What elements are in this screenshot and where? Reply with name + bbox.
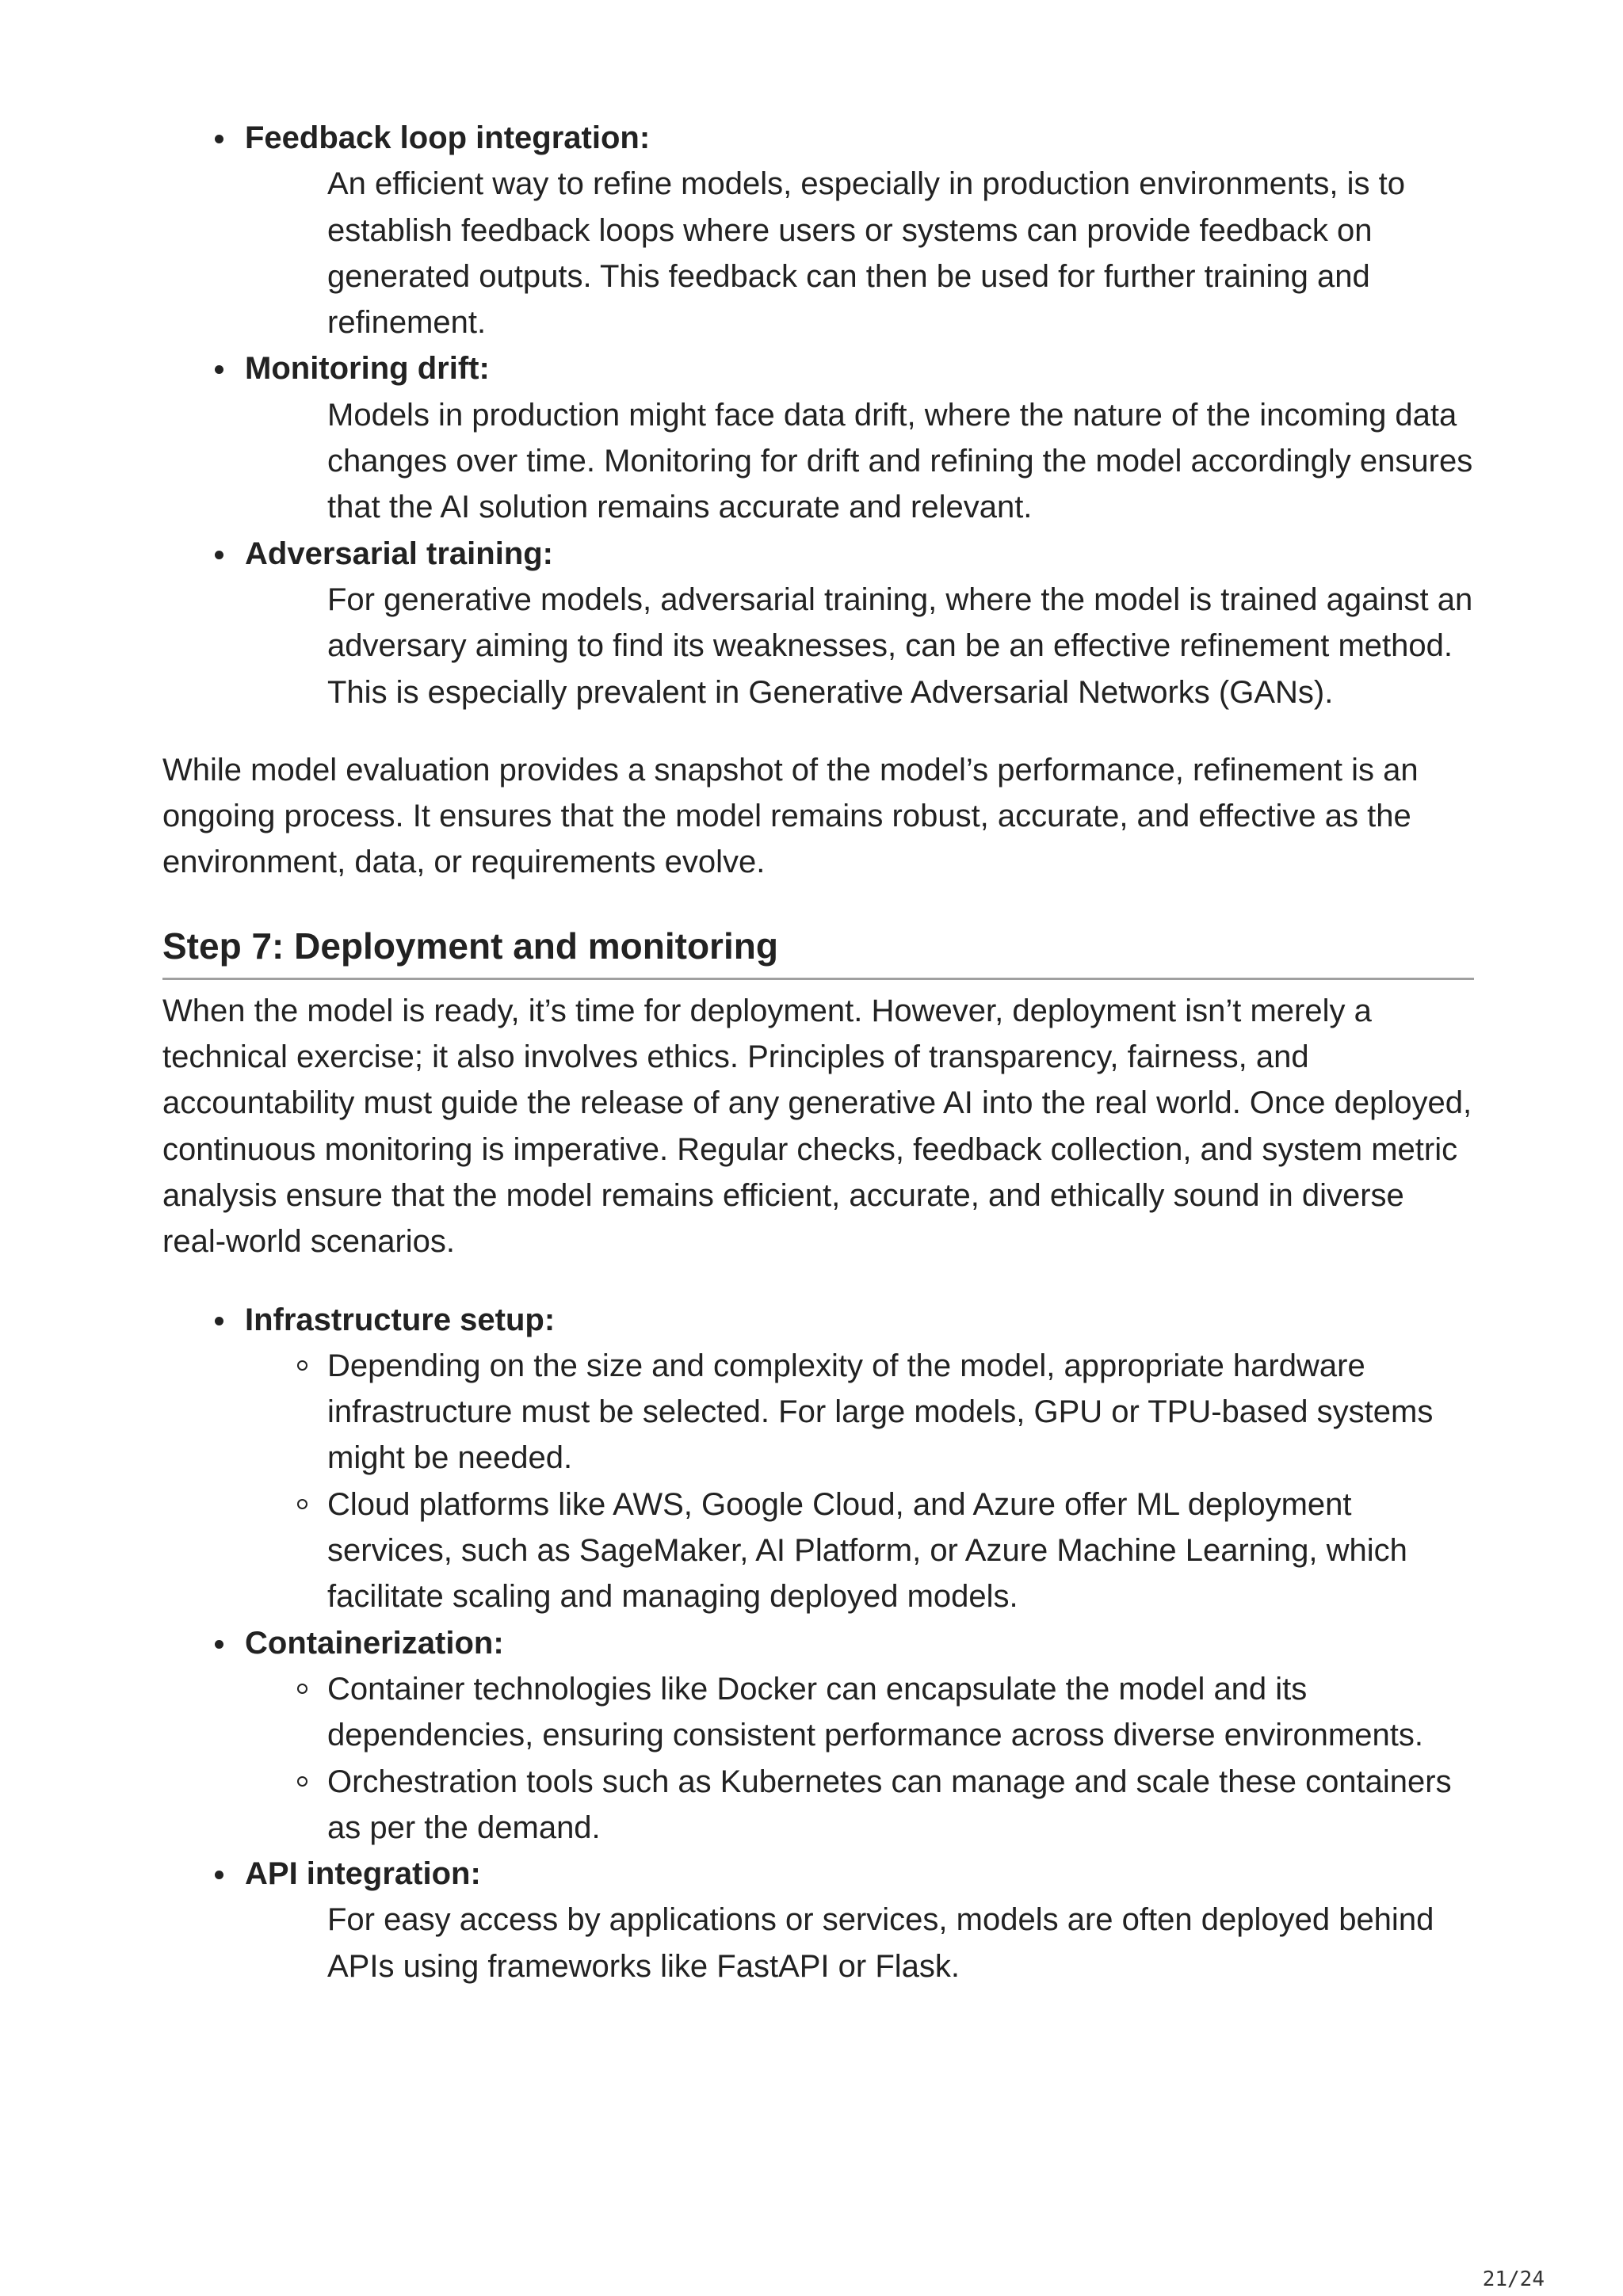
item-title: Containerization:	[245, 1625, 504, 1661]
sub-list	[245, 1666, 1474, 1851]
item-title: API integration:	[245, 1856, 481, 1892]
list-item	[245, 1297, 1474, 1620]
sub-list-item: Orchestration tools such as Kubernetes can manage and scale these containers as per the demand.	[327, 1759, 1474, 1852]
item-description: Models in production might face data drift, where the nature of the incoming data changes over time. Monitoring for drift and refining the model accordingly ensures that the AI solution remains accurate and relevant.	[327, 397, 1473, 525]
item-description: An efficient way to refine models, especially in production environments, is to establish feedback loops where users or systems can provide feedback on generated outputs. This feedback can then be used for further training and refinement.	[327, 166, 1405, 341]
sub-list-item: Container technologies like Docker can encapsulate the model and its dependencies, ensuring consistent performance across diverse environments.	[327, 1666, 1474, 1759]
refinement-summary-paragraph: While model evaluation provides a snapshot of the model’s performance, refinement is an ongoing process. It ensures that the model remains robust, accurate, and effective as the environment, data, or requirements evolve.	[162, 752, 1419, 880]
list-item	[245, 531, 1474, 715]
list-item	[245, 1620, 1474, 1851]
item-title: Infrastructure setup:	[245, 1302, 556, 1337]
list-item	[245, 115, 1474, 345]
sub-list	[245, 1343, 1474, 1620]
item-description: For generative models, adversarial training, where the model is trained against an adversary aiming to find its weaknesses, can be an effective refinement method. This is especially prevalent in Generative Adversarial Networks (GANs).	[327, 582, 1473, 710]
sub-list-item: Cloud platforms like AWS, Google Cloud, and Azure offer ML deployment services, such as SageMaker, AI Platform, or Azure Machine Learning, which facilitate scaling and managing deployed models.	[327, 1482, 1474, 1620]
sub-list-item: Depending on the size and complexity of the model, appropriate hardware infrastructure must be selected. For large models, GPU or TPU-based systems might be needed.	[327, 1343, 1474, 1482]
item-title: Feedback loop integration:	[245, 120, 651, 155]
section-heading: Step 7: Deployment and monitoring	[162, 922, 1474, 980]
item-title: Adversarial training:	[245, 536, 554, 571]
list-item	[245, 345, 1474, 530]
item-description: For easy access by applications or services, models are often deployed behind APIs using frameworks like FastAPI or Flask.	[327, 1902, 1434, 1984]
item-title: Monitoring drift:	[245, 351, 490, 387]
deployment-list	[162, 1297, 1474, 1989]
document-page	[162, 115, 1474, 1989]
page-number: 21/24	[1482, 2267, 1545, 2291]
deployment-intro-paragraph: When the model is ready, it’s time for deployment. However, deployment isn’t merely a technical exercise; it also involves ethics. Principles of transparency, fairness, and accountability must guide the release of any generative AI into the real world. Once deployed, continuous monitoring is imperative. Regular checks, feedback collection, and system metric analysis ensure that the model remains efficient, accurate, and ethically sound in diverse real-world scenarios.	[162, 993, 1472, 1260]
list-item	[245, 1851, 1474, 1989]
refinement-list	[162, 115, 1474, 715]
